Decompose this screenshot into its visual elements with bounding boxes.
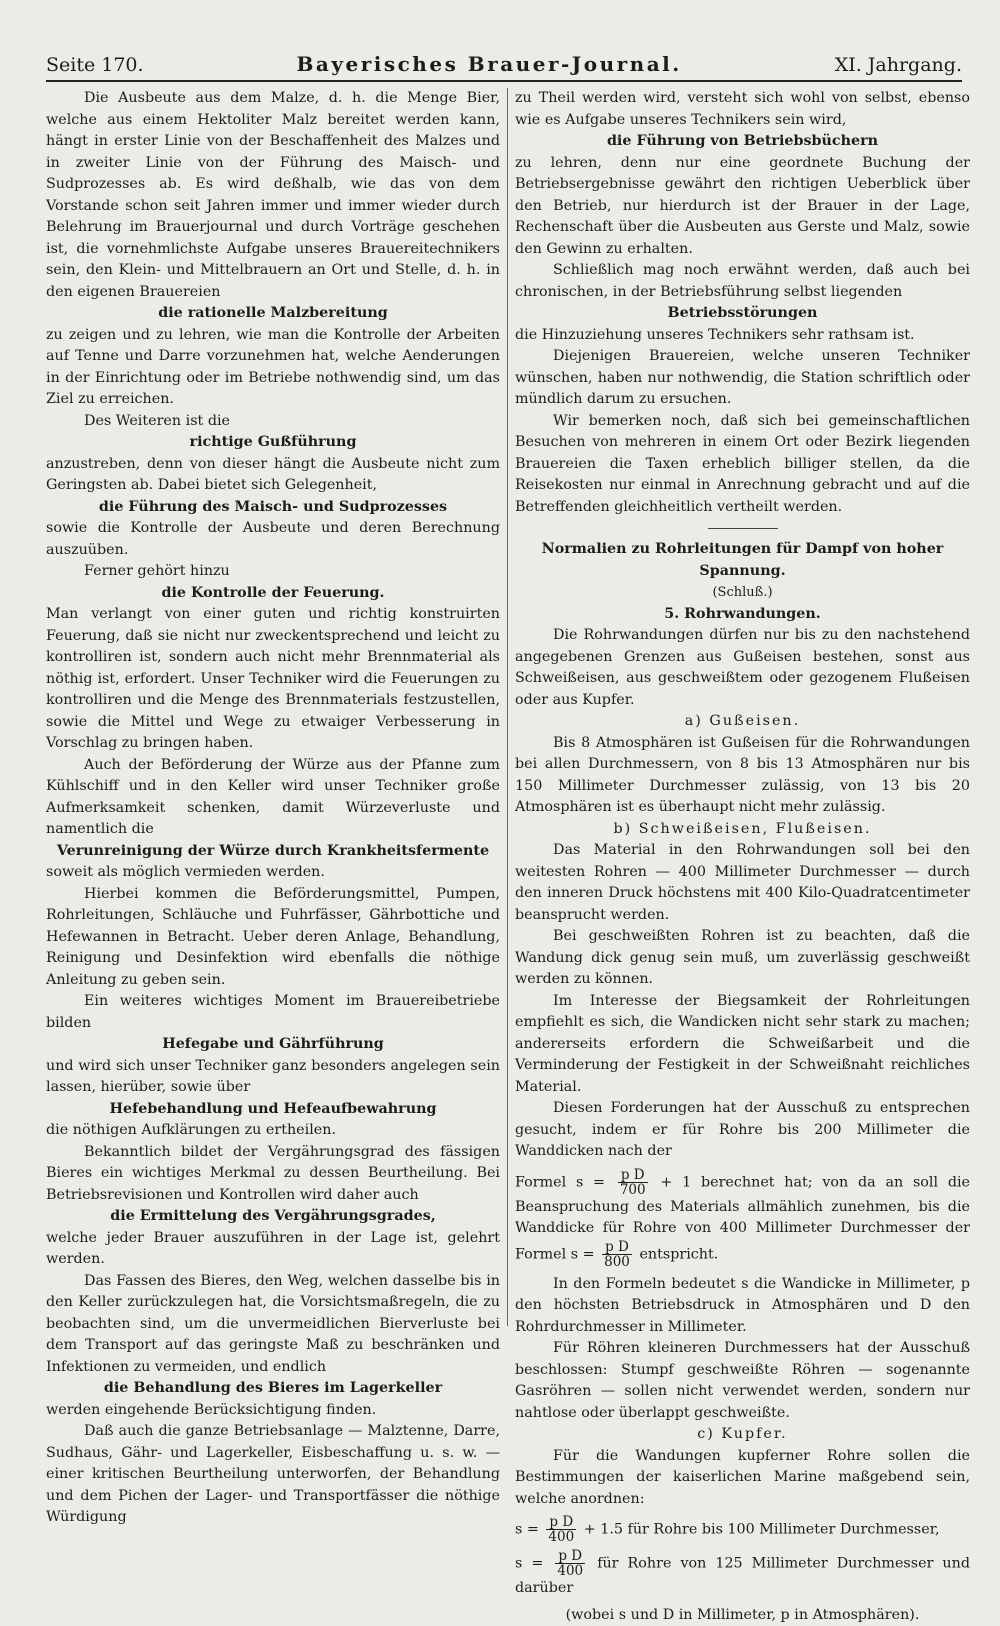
paragraph: Diesen Forderungen hat der Ausschuß zu entsprechen gesucht, indem er für Rohre bis 200 Millimeter die Wanddicken nach der	[515, 1098, 970, 1163]
subheading: die Führung von Betriebsbüchern	[515, 131, 970, 153]
paragraph: anzustreben, denn von dieser hängt die Ausbeute nicht zum Geringsten ab. Dabei bietet sich Gelegenheit,	[46, 454, 500, 497]
formula-fraction	[602, 1240, 632, 1269]
fraction-denominator: 400	[555, 1564, 585, 1578]
paragraph: Hierbei kommen die Beförderungsmittel, Pumpen, Rohrleitungen, Schläuche und Fuhrfässer, Gährbottiche und Hefewannen in Betracht. Ueber deren Anlage, Behandlung, Reinigung und Desinfektion wird ebenfalls die nöthige Anleitung zu geben sein.	[46, 884, 500, 992]
subheading: Hefegabe und Gährführung	[46, 1034, 500, 1056]
fraction-numerator: p D	[618, 1168, 648, 1183]
paragraph: und wird sich unser Techniker ganz besonders angelegen sein lassen, hierüber, sowie über	[46, 1056, 500, 1099]
paragraph: sowie die Kontrolle der Ausbeute und deren Berechnung auszuüben.	[46, 518, 500, 561]
paragraph: Ein weiteres wichtiges Moment im Brauereibetriebe bilden	[46, 991, 500, 1034]
page-number: Seite 170.	[46, 54, 144, 76]
paragraph: Diejenigen Brauereien, welche unseren Techniker wünschen, haben nur nothwendig, die Station schriftlich oder mündlich darum zu ersuchen.	[515, 346, 970, 411]
formula-fraction	[618, 1168, 648, 1197]
paragraph: (wobei s und D in Millimeter, p in Atmosphären).	[515, 1605, 970, 1626]
formula-text: + 1 berechnet hat; von da an soll die Beanspruchung des Materials allmählich zunehmen, bis die Wanddicke für Rohre von 400 Millimeter Durchmesser der Formel s =	[515, 1174, 970, 1262]
paragraph: Daß auch die ganze Betriebsanlage — Malztenne, Darre, Sudhaus, Gähr- und Lagerkeller, Eisbeschaffung u. s. w. — einer kritischen Beurtheilung unterworfen, der Behandlung und dem Pichen der Lager- und Transportfässer die nöthige Würdigung	[46, 1421, 500, 1529]
paragraph: werden eingehende Berücksichtigung finden.	[46, 1400, 500, 1422]
fraction-denominator: 700	[618, 1183, 648, 1197]
paragraph: Bei geschweißten Rohren ist zu beachten, daß die Wandung dick genug sein muß, um zuverlässig geschweißt werden zu können.	[515, 926, 970, 991]
article-title: Normalien zu Rohrleitungen für Dampf von hoher Spannung.	[515, 539, 970, 582]
paragraph: Die Ausbeute aus dem Malze, d. h. die Menge Bier, welche aus einem Hektoliter Malz bereitet werden kann, hängt in erster Linie von der Beschaffenheit des Malzes und in zweiter Linie von der Führung des Maisch- und Sudprozesses ab. Es wird deßhalb, wie das von dem Vorstande schon seit Jahren immer und immer wieder durch Belehrung im Brauerjournal und durch Vorträge geschehen ist, die vornehmlichste Aufgabe unseres Brauereitechnikers sein, den Klein- und Mittelbrauern an Ort und Stelle, d. h. in den eigenen Brauereien	[46, 88, 500, 303]
paragraph: die nöthigen Aufklärungen zu ertheilen.	[46, 1120, 500, 1142]
paragraph: Bis 8 Atmosphären ist Gußeisen für die Rohrwandungen bei allen Durchmessern, von 8 bis 13 Atmosphären nur bis 150 Millimeter Durchmesser zulässig, von 13 bis 20 Atmosphären ist es überhaupt nicht mehr zulässig.	[515, 733, 970, 819]
paragraph: Für Röhren kleineren Durchmessers hat der Ausschuß beschlossen: Stumpf geschweißte Röhren — sogenannte Gasröhren — sollen nicht verwendet werden, sondern nur nahtlose oder überlappt geschweißte.	[515, 1338, 970, 1424]
subheading: Verunreinigung der Würze durch Krankheitsfermente	[46, 841, 500, 863]
paragraph: soweit als möglich vermieden werden.	[46, 862, 500, 884]
paragraph: Das Material in den Rohrwandungen soll bei den weitesten Rohren — 400 Millimeter Durchmesser — durch den inneren Druck höchstens mit 400 Kilo-Quadratcentimeter beansprucht werden.	[515, 840, 970, 926]
paragraph: Auch der Beförderung der Würze aus der Pfanne zum Kühlschiff und in den Keller wird unser Techniker große Aufmerksamkeit schenken, damit Würzeverluste und namentlich die	[46, 755, 500, 841]
fraction-denominator: 800	[602, 1255, 632, 1269]
fraction-numerator: p D	[546, 1515, 576, 1530]
subheading: die Ermittelung des Vergährungsgrades,	[46, 1206, 500, 1228]
fraction-denominator: 400	[546, 1530, 576, 1544]
formula-paragraph	[515, 1549, 970, 1600]
paragraph: Man verlangt von einer guten und richtig konstruirten Feuerung, daß sie nicht nur zweckentsprechend und leicht zu kontrolliren ist, sondern auch nicht mehr Brennmaterial als nöthig ist, erfordert. Unser Techniker wird die Feuerungen zu kontrolliren und die Menge des Brennmaterials festzustellen, sowie die Mittel und Wege zu etwaiger Verbesserung in Vorschlag zu bringen haben.	[46, 604, 500, 755]
paragraph: Für die Wandungen kupferner Rohre sollen die Bestimmungen der kaiserlichen Marine maßgebend sein, welche anordnen:	[515, 1446, 970, 1511]
formula-fraction	[546, 1515, 576, 1544]
paragraph: zu zeigen und zu lehren, wie man die Kontrolle der Arbeiten auf Tenne und Darre vorzunehmen hat, welche Aenderungen in der Einrichtung oder im Betriebe nothwendig sind, um das Ziel zu erreichen.	[46, 325, 500, 411]
formula-fraction	[555, 1549, 585, 1578]
subheading: Betriebsstörungen	[515, 303, 970, 325]
formula-text: für Rohre von 125 Millimeter Durchmesser und darüber	[515, 1556, 970, 1597]
subheading: die rationelle Malzbereitung	[46, 303, 500, 325]
volume-label: XI. Jahrgang.	[835, 54, 962, 76]
formula-text: s =	[515, 1522, 539, 1538]
fraction-numerator: p D	[555, 1549, 585, 1564]
paragraph: Des Weiteren ist die	[46, 411, 500, 433]
formula-paragraph	[515, 1515, 970, 1544]
formula-text: entspricht.	[639, 1246, 718, 1262]
paragraph: die Hinzuziehung unseres Technikers sehr rathsam ist.	[515, 325, 970, 347]
formula-paragraph	[515, 1168, 970, 1269]
page-header	[46, 52, 962, 82]
journal-title: Bayerisches Brauer-Journal.	[297, 52, 682, 76]
subsection-heading: a) Gußeisen.	[515, 711, 970, 733]
paragraph: Die Rohrwandungen dürfen nur bis zu den nachstehend angegebenen Grenzen aus Gußeisen bestehen, sonst aus Schweißeisen, aus geschweißtem oder gezogenem Flußeisen oder aus Kupfer.	[515, 625, 970, 711]
subheading: die Kontrolle der Feuerung.	[46, 583, 500, 605]
paragraph: zu Theil werden wird, versteht sich wohl von selbst, ebenso wie es Aufgabe unseres Technikers sein wird,	[515, 88, 970, 131]
paragraph: Bekanntlich bildet der Vergährungsgrad des fässigen Bieres ein wichtiges Merkmal zu dessen Beurtheilung. Bei Betriebsrevisionen und Kontrollen wird daher auch	[46, 1142, 500, 1207]
subheading: Hefebehandlung und Hefeaufbewahrung	[46, 1099, 500, 1121]
subheading: die Behandlung des Bieres im Lagerkeller	[46, 1378, 500, 1400]
section-heading: 5. Rohrwandungen.	[515, 604, 970, 626]
column-divider	[507, 88, 508, 1326]
paragraph: zu lehren, denn nur eine geordnete Buchung der Betriebsergebnisse gewährt den richtigen Ueberblick über den Betrieb, nur hierdurch ist der Brauer in der Lage, Rechenschaft über die Ausbeuten aus Gerste und Malz, sowie den Gewinn zu erhalten.	[515, 153, 970, 261]
formula-text: s =	[515, 1556, 543, 1572]
fraction-numerator: p D	[602, 1240, 632, 1255]
article-subtitle: (Schluß.)	[515, 582, 970, 604]
paragraph: Ferner gehört hinzu	[46, 561, 500, 583]
paragraph: Im Interesse der Biegsamkeit der Rohrleitungen empfiehlt es sich, die Wandicken nicht sehr stark zu machen; andererseits erfordern die Schweißarbeit und die Verminderung der Festigkeit in der Schweißnaht reichliches Material.	[515, 991, 970, 1099]
paragraph: In den Formeln bedeutet s die Wandicke in Millimeter, p den höchsten Betriebsdruck in Atmosphären und D den Rohrdurchmesser in Millimeter.	[515, 1274, 970, 1339]
paragraph: Das Fassen des Bieres, den Weg, welchen dasselbe bis in den Keller zurückzulegen hat, die Vorsichtsmaßregeln, die zu beobachten sind, um die unvermeidlichen Bierverluste bei dem Transport auf das geringste Maß zu beschränken und Infektionen zu vermeiden, und endlich	[46, 1271, 500, 1379]
left-column	[46, 88, 500, 1529]
paragraph: welche jeder Brauer auszuführen in der Lage ist, gelehrt werden.	[46, 1228, 500, 1271]
formula-text: + 1.5 für Rohre bis 100 Millimeter Durchmesser,	[584, 1522, 940, 1538]
formula-text: Formel s =	[515, 1174, 605, 1190]
subsection-heading: c) Kupfer.	[515, 1424, 970, 1446]
paragraph: Schließlich mag noch erwähnt werden, daß auch bei chronischen, in der Betriebsführung selbst liegenden	[515, 260, 970, 303]
subheading: richtige Gußführung	[46, 432, 500, 454]
paragraph: Wir bemerken noch, daß sich bei gemeinschaftlichen Besuchen von mehreren in einem Ort oder Bezirk liegenden Brauereien die Taxen erheblich billiger stellen, da die Reisekosten nur einmal in Anrechnung gebracht und auf die Betreffenden gleichheitlich vertheilt werden.	[515, 411, 970, 519]
section-rule	[708, 528, 778, 529]
subheading: die Führung des Maisch- und Sudprozesses	[46, 497, 500, 519]
subsection-heading: b) Schweißeisen, Flußeisen.	[515, 819, 970, 841]
right-column	[515, 88, 970, 1626]
